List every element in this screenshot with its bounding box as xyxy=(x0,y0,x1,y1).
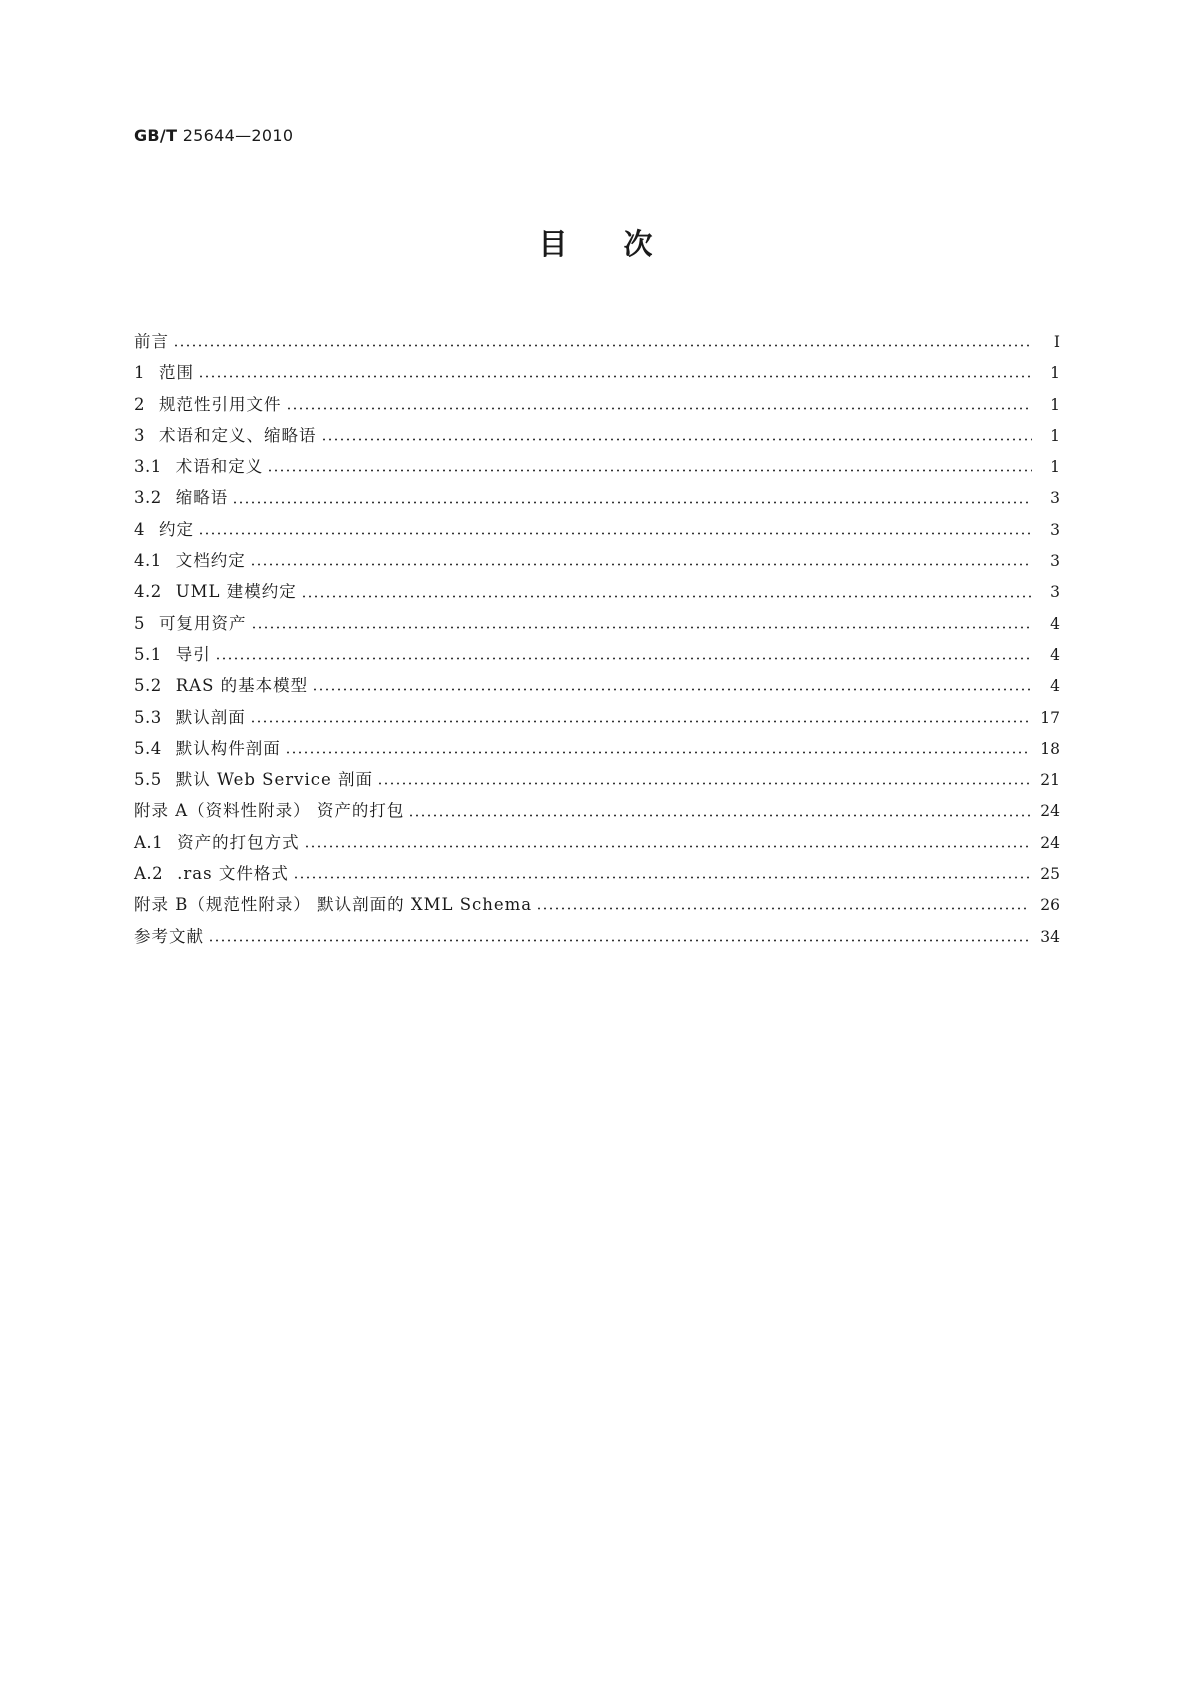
toc-entry[interactable] xyxy=(134,514,1060,545)
toc-entry[interactable] xyxy=(134,764,1060,795)
toc-entry-label xyxy=(134,608,251,639)
toc-entry-page: 24 xyxy=(1040,833,1060,852)
toc-leader-dots xyxy=(250,563,1032,566)
toc-entry-label xyxy=(134,795,408,826)
toc-entry-label xyxy=(134,389,286,420)
toc-entry[interactable] xyxy=(134,389,1060,420)
toc-entry-number: 5.2 xyxy=(134,676,162,696)
toc-leader-dots xyxy=(312,688,1032,691)
toc-entry-number: 5 xyxy=(134,613,145,633)
toc-entry-number: A.2 xyxy=(134,864,164,884)
standard-code xyxy=(134,126,293,145)
page-title: 目次 xyxy=(538,227,709,261)
standard-prefix: GB/T xyxy=(134,126,178,145)
toc-entry-number: 2 xyxy=(134,394,145,414)
toc-entry-title: 术语和定义、缩略语 xyxy=(159,425,317,445)
toc-entry[interactable] xyxy=(134,889,1060,920)
toc-entry-title: 附录 B（规范性附录） 默认剖面的 XML Schema xyxy=(134,895,533,915)
toc-entry-page: 1 xyxy=(1050,395,1060,414)
toc-leader-dots xyxy=(536,907,1030,910)
toc-leader-dots xyxy=(173,344,1032,347)
toc-leader-dots xyxy=(198,375,1032,378)
toc-entry-page: 21 xyxy=(1040,771,1060,790)
toc-leader-dots xyxy=(267,469,1032,472)
toc-entry[interactable] xyxy=(134,420,1060,451)
toc-entry[interactable] xyxy=(134,827,1060,858)
toc-leader-dots xyxy=(250,720,1031,723)
toc-entry-page: 3 xyxy=(1050,552,1060,571)
toc-entry-number: 5.3 xyxy=(134,707,162,727)
toc-entry-label xyxy=(134,702,250,733)
toc-entry-number: 5.4 xyxy=(134,738,162,758)
toc-entry-page: 34 xyxy=(1040,927,1060,946)
toc-entry[interactable] xyxy=(134,451,1060,482)
toc-entry-page: 4 xyxy=(1050,614,1060,633)
toc-entry-number: 5.5 xyxy=(134,770,162,790)
toc-entry-title: 范围 xyxy=(159,363,194,383)
toc-entry-label xyxy=(134,451,267,482)
toc-leader-dots xyxy=(251,626,1033,629)
toc-entry-page: 1 xyxy=(1050,364,1060,383)
toc-leader-dots xyxy=(301,595,1032,598)
toc-entry-title: 默认剖面 xyxy=(175,707,246,727)
toc-entry-title: 资产的打包方式 xyxy=(177,832,300,852)
toc-entry-label xyxy=(134,639,215,670)
toc-leader-dots xyxy=(293,876,1030,879)
toc-leader-dots xyxy=(232,501,1032,504)
toc-entry[interactable] xyxy=(134,639,1060,670)
toc-entry-title: 默认 Web Service 剖面 xyxy=(175,770,373,790)
toc-entry-title: 导引 xyxy=(175,644,211,664)
toc-entry-number: 3 xyxy=(134,425,145,445)
toc-entry-label xyxy=(134,858,293,889)
toc-entry-label xyxy=(134,670,312,701)
toc-entry-label xyxy=(134,733,285,764)
table-of-contents xyxy=(134,326,1060,952)
toc-leader-dots xyxy=(304,845,1031,848)
toc-entry-title: 附录 A（资料性附录） 资产的打包 xyxy=(134,801,405,821)
toc-entry-number: 3.2 xyxy=(134,488,162,508)
toc-entry-label xyxy=(134,827,304,858)
toc-entry-title: 可复用资产 xyxy=(159,613,247,633)
toc-entry[interactable] xyxy=(134,326,1060,357)
toc-entry-page: Ⅰ xyxy=(1053,333,1060,351)
toc-entry-label xyxy=(134,889,536,920)
toc-entry-title: 默认构件剖面 xyxy=(175,738,281,758)
toc-entry-number: 3.1 xyxy=(134,457,162,477)
toc-entry-label xyxy=(134,514,198,545)
toc-entry-label xyxy=(134,576,301,607)
toc-entry-page: 4 xyxy=(1050,677,1060,696)
toc-entry[interactable] xyxy=(134,702,1060,733)
toc-entry[interactable] xyxy=(134,921,1060,952)
toc-entry-number: 4 xyxy=(134,519,145,539)
toc-entry[interactable] xyxy=(134,795,1060,826)
toc-entry-label xyxy=(134,764,377,795)
toc-entry-title: 参考文献 xyxy=(134,926,204,946)
toc-entry-title: 缩略语 xyxy=(175,488,229,508)
toc-entry[interactable] xyxy=(134,858,1060,889)
toc-entry-page: 3 xyxy=(1050,583,1060,602)
toc-entry-page: 3 xyxy=(1050,489,1060,508)
toc-entry-title: RAS 的基本模型 xyxy=(175,676,309,696)
toc-entry-page: 4 xyxy=(1050,645,1060,664)
toc-entry[interactable] xyxy=(134,670,1060,701)
toc-entry-page: 26 xyxy=(1040,896,1060,915)
toc-entry[interactable] xyxy=(134,733,1060,764)
toc-entry-label xyxy=(134,921,208,952)
toc-entry[interactable] xyxy=(134,545,1060,576)
toc-entry-title: 文档约定 xyxy=(175,551,246,571)
toc-entry-page: 17 xyxy=(1040,708,1060,727)
toc-entry-page: 3 xyxy=(1050,520,1060,539)
toc-entry-page: 24 xyxy=(1040,802,1060,821)
toc-leader-dots xyxy=(286,407,1033,410)
standard-number: 25644—2010 xyxy=(182,126,294,145)
toc-entry-page: 1 xyxy=(1050,458,1060,477)
toc-entry-number: 1 xyxy=(134,363,145,383)
toc-leader-dots xyxy=(377,782,1030,785)
toc-entry-number: A.1 xyxy=(134,832,164,852)
toc-leader-dots xyxy=(285,751,1031,754)
toc-entry-title: 前言 xyxy=(134,332,169,351)
toc-entry-number: 4.2 xyxy=(134,582,162,602)
toc-entry-title: 术语和定义 xyxy=(175,457,264,477)
toc-entry-page: 25 xyxy=(1040,865,1060,884)
toc-entry-page: 18 xyxy=(1040,739,1060,758)
toc-entry-label xyxy=(134,545,250,576)
toc-entry-title: 规范性引用文件 xyxy=(159,394,282,414)
toc-entry-label xyxy=(134,326,173,357)
toc-entry-page: 1 xyxy=(1050,426,1060,445)
toc-entry[interactable] xyxy=(134,576,1060,607)
toc-entry-label xyxy=(134,420,321,451)
toc-entry-label xyxy=(134,482,232,513)
toc-entry-title: .ras 文件格式 xyxy=(177,864,289,884)
toc-leader-dots xyxy=(408,814,1030,817)
toc-entry-label xyxy=(134,357,198,388)
toc-entry-title: UML 建模约定 xyxy=(175,582,297,602)
toc-entry-number: 5.1 xyxy=(134,644,162,664)
toc-entry[interactable] xyxy=(134,482,1060,513)
toc-leader-dots xyxy=(215,657,1032,660)
toc-entry[interactable] xyxy=(134,357,1060,388)
toc-leader-dots xyxy=(321,438,1033,441)
toc-leader-dots xyxy=(208,939,1030,942)
toc-entry-title: 约定 xyxy=(159,519,194,539)
toc-entry-number: 4.1 xyxy=(134,551,162,571)
toc-entry[interactable] xyxy=(134,608,1060,639)
toc-leader-dots xyxy=(198,532,1032,535)
